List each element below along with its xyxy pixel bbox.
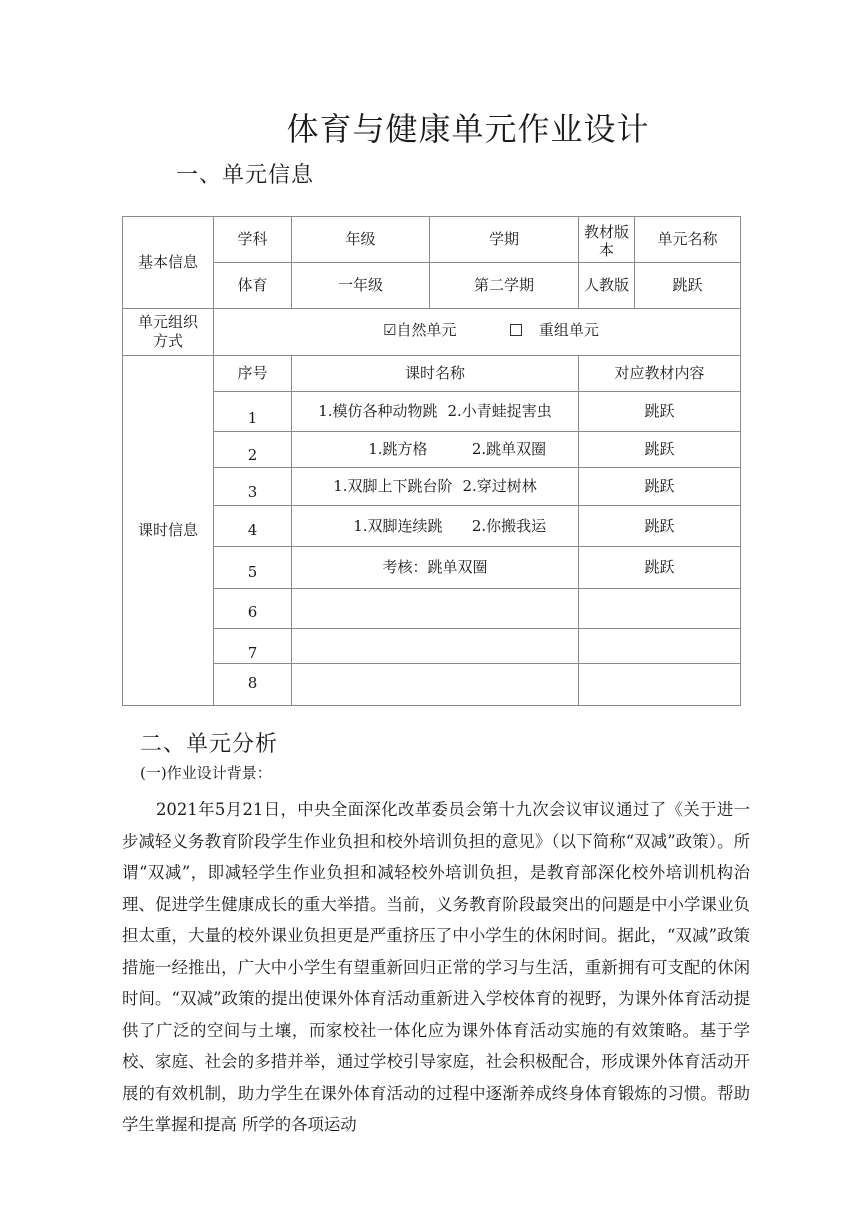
checked-checkbox-icon: ☑	[383, 320, 397, 339]
subsection-heading: (一)作业设计背景：	[140, 764, 272, 782]
lesson-no: 2	[214, 432, 292, 468]
lesson-no: 5	[214, 547, 292, 589]
lesson-name-part1: 1.跳方格	[368, 440, 428, 458]
lesson-no: 1	[214, 392, 292, 432]
lesson-name	[292, 392, 579, 432]
regroup-unit-label: 重组单元	[538, 320, 599, 339]
lesson-content: 跳跃	[579, 468, 741, 506]
lesson-name-part1: 考核：跳单双圈	[382, 558, 488, 576]
lesson-no: 6	[214, 589, 292, 629]
org-mode-options	[214, 309, 741, 356]
lesson-name-part2: 2.跳单双圈	[471, 440, 547, 458]
value-textbook-version: 人教版	[579, 263, 635, 309]
section-unit-info-heading: 一、单元信息	[176, 163, 315, 188]
header-lesson-no: 序号	[214, 356, 292, 392]
lesson-name-part1: 1.双脚连续跳	[353, 516, 443, 535]
lesson-name-part2: 2.穿过树林	[462, 477, 537, 495]
document-title: 体育与健康单元作业设计	[286, 110, 650, 148]
lesson-no: 3	[214, 468, 292, 506]
lesson-content	[579, 629, 741, 664]
header-textbook-version: 教材版本	[579, 217, 635, 263]
lesson-content: 跳跃	[579, 392, 741, 432]
natural-unit-label: 自然单元	[396, 320, 457, 339]
header-textbook-content: 对应教材内容	[579, 356, 741, 392]
header-unit-name: 单元名称	[635, 217, 741, 263]
lesson-content	[579, 664, 741, 706]
lesson-name	[292, 629, 579, 664]
lesson-no: 4	[214, 506, 292, 547]
lesson-name-part1: 1.模仿各种动物跳	[318, 402, 438, 420]
lesson-name	[292, 664, 579, 706]
header-subject: 学科	[214, 217, 292, 263]
org-mode-label: 单元组织方式	[123, 309, 214, 356]
header-term: 学期	[430, 217, 579, 263]
background-paragraph: 2021年5月21日，中央全面深化改革委员会第十九次会议审议通过了《关于进一步减轻义务教育阶段学生作业负担和校外培训负担的意见》（以下简称“双减”政策）。所谓“双减”，即减轻学生作业负担和减轻校外培训负担，是教育部深化校外培训机构治理、促进学生健康成长的重大举措。当前，义务教育阶段最突出的问题是中小学课业负担太重，大量的校外课业负担更是严重挤压了中小学生的休闲时间。据此，“双减”政策措施一经推出，广大中小学生有望重新回归正常的学习与生活，重新拥有可支配的休闲时间。“双减”政策的提出使课外体育活动重新进入学校体育的视野，为课外体育活动提供了广泛的空间与土壤，而家校社一体化应为课外体育活动实施的有效策略。基于学校、家庭、社会的多措并举，通过学校引导家庭，社会积极配合，形成课外体育活动开展的有效机制，助力学生在课外体育活动的过程中逐渐养成终身体育锻炼的习惯。帮助学生掌握和提高 所学的各项运动	[122, 800, 750, 1134]
lesson-content: 跳跃	[579, 506, 741, 547]
value-unit-name: 跳跃	[635, 263, 741, 309]
lesson-name	[292, 589, 579, 629]
lesson-content: 跳跃	[579, 432, 741, 468]
lesson-no: 8	[214, 664, 292, 706]
lesson-name	[292, 468, 579, 506]
basic-info-label: 基本信息	[123, 217, 214, 309]
lesson-content: 跳跃	[579, 547, 741, 589]
lesson-info-label: 课时信息	[123, 356, 214, 706]
value-subject: 体育	[214, 263, 292, 309]
lesson-name	[292, 506, 579, 547]
value-term: 第二学期	[430, 263, 579, 309]
header-lesson-name: 课时名称	[292, 356, 579, 392]
natural-unit-option[interactable]	[383, 321, 461, 339]
lesson-name	[292, 547, 579, 589]
lesson-name-part1: 1.双脚上下跳台阶	[333, 477, 453, 495]
lesson-no: 7	[214, 629, 292, 664]
header-grade: 年级	[292, 217, 430, 263]
lesson-name-part2: 2.你搬我运	[471, 516, 547, 535]
lesson-name-part2: 2.小青蛙捉害虫	[447, 402, 552, 420]
value-grade: 一年级	[292, 263, 430, 309]
lesson-name	[292, 432, 579, 468]
unit-info-table	[122, 216, 741, 706]
lesson-content	[579, 589, 741, 629]
regroup-unit-option[interactable]	[510, 321, 599, 339]
unchecked-checkbox-icon	[510, 324, 522, 336]
section-unit-analysis-heading: 二、单元分析	[140, 732, 279, 757]
